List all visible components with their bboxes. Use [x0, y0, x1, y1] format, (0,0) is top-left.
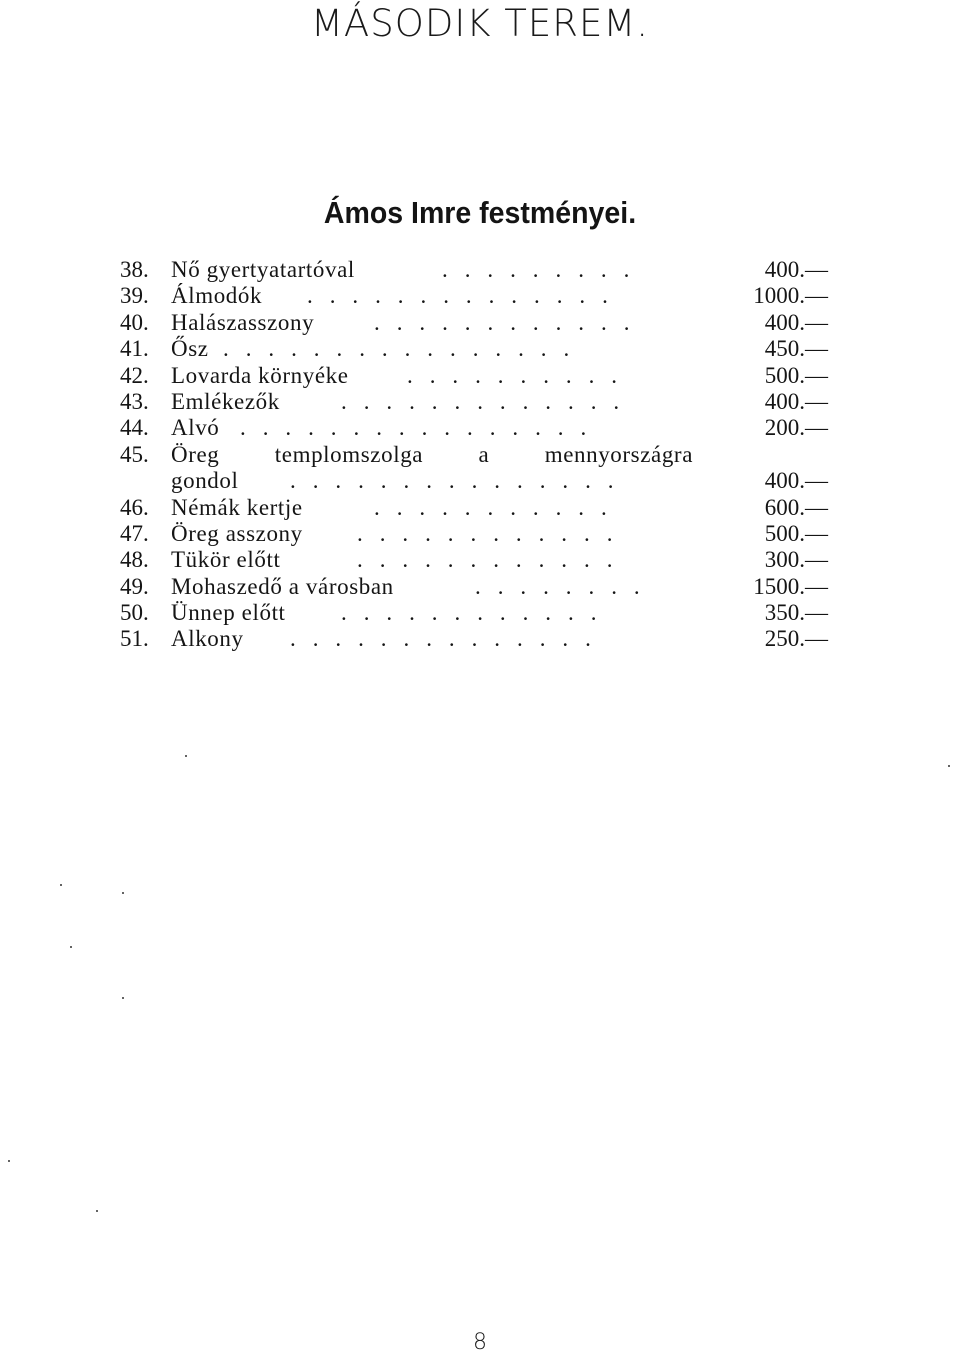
item-title: Halászasszony: [171, 309, 315, 335]
item-price: 600.—: [764, 494, 828, 520]
catalog-list: [120, 257, 840, 653]
item-number: 43.: [120, 388, 149, 414]
scan-speck: [185, 755, 187, 757]
item-number: 44.: [120, 415, 149, 441]
dot-leader: . . . . . . . . . . . . . . . .: [240, 415, 592, 441]
scan-speck: [122, 997, 124, 999]
item-number: 50.: [120, 600, 149, 626]
item-price: 400.—: [764, 309, 828, 335]
dot-leader: . . . . . . . . . . . .: [341, 600, 603, 626]
dot-leader: . . . . . . . . . . . . .: [341, 388, 625, 414]
item-title: gondol: [171, 468, 239, 494]
dot-leader: . . . . . . . . . . .: [374, 494, 613, 520]
dot-leader: . . . . . . . . . . . .: [357, 520, 619, 546]
page-number: 8: [473, 1330, 487, 1355]
item-price: 350.—: [764, 600, 828, 626]
item-title: Tükör előtt: [171, 547, 281, 573]
item-price: 500.—: [764, 362, 828, 388]
catalog-row: [120, 257, 840, 283]
item-number: 41.: [120, 336, 149, 362]
dot-leader: . . . . . . . . . . . . . .: [307, 283, 614, 309]
item-title: Alkony: [171, 626, 244, 652]
item-title-word: templomszolga: [274, 441, 424, 467]
item-number: 51.: [120, 626, 149, 652]
scan-speck: [122, 892, 124, 894]
item-number: 42.: [120, 362, 149, 388]
item-price: 400.—: [764, 468, 828, 494]
item-title: Lovarda környéke: [171, 362, 349, 388]
item-number: 48.: [120, 547, 149, 573]
catalog-row: [120, 442, 840, 468]
item-price: 200.—: [764, 415, 828, 441]
item-title: Álmodók: [171, 283, 263, 309]
scan-speck: [948, 765, 950, 767]
page-title: MÁSODIK TEREM.: [310, 2, 650, 45]
item-price: 1500.—: [753, 573, 828, 599]
dot-leader: . . . . . . . . . . . . . . .: [290, 468, 620, 494]
dot-leader: . . . . . . . . .: [442, 257, 635, 282]
item-title: Ünnep előtt: [171, 600, 286, 626]
item-title-word: Öreg: [171, 441, 220, 467]
item-title: Emlékezők: [171, 388, 280, 414]
catalog-row: [120, 283, 840, 309]
dot-leader: . . . . . . . . . . . .: [357, 547, 619, 573]
item-title: [171, 442, 693, 468]
catalog-row: [120, 521, 840, 547]
catalog-row: [120, 415, 840, 441]
item-title-word: a: [478, 441, 490, 467]
item-number: 46.: [120, 494, 149, 520]
item-number: 47.: [120, 520, 149, 546]
catalog-row: [120, 574, 840, 600]
catalog-row: [120, 468, 840, 494]
scan-speck: [70, 946, 72, 948]
scan-speck: [96, 1210, 98, 1212]
item-title: Ősz: [171, 336, 209, 362]
item-price: 500.—: [764, 520, 828, 546]
item-title: Öreg asszony: [171, 520, 303, 546]
item-number: 49.: [120, 573, 149, 599]
catalog-row: [120, 336, 840, 362]
dot-leader: . . . . . . . . . . . . . .: [290, 626, 597, 652]
item-title-word: mennyországra: [544, 441, 693, 467]
catalog-row: [120, 547, 840, 573]
catalog-row: [120, 600, 840, 626]
catalog-row: [120, 389, 840, 415]
catalog-row: [120, 310, 840, 336]
dot-leader: . . . . . . . .: [475, 573, 646, 599]
catalog-row: [120, 495, 840, 521]
item-number: 40.: [120, 309, 149, 335]
item-title: Némák kertje: [171, 494, 303, 520]
item-number: 45.: [120, 441, 149, 467]
catalog-row: [120, 363, 840, 389]
item-title: Alvó: [171, 415, 220, 441]
dot-leader: . . . . . . . . . . . . . . . .: [223, 336, 575, 362]
section-heading: Ámos Imre festményei.: [323, 195, 637, 230]
item-title: Mohaszedő a városban: [171, 573, 394, 599]
item-price: 400.—: [764, 257, 828, 282]
item-number: 38.: [120, 257, 149, 282]
scan-speck: [8, 1160, 10, 1162]
dot-leader: . . . . . . . . . .: [407, 362, 623, 388]
dot-leader: . . . . . . . . . . . .: [374, 309, 636, 335]
item-title: Nő gyertyatartóval: [171, 257, 355, 282]
item-price: 1000.—: [753, 283, 828, 309]
item-price: 400.—: [764, 388, 828, 414]
item-price: 450.—: [764, 336, 828, 362]
scan-speck: [60, 884, 62, 886]
item-price: 250.—: [764, 626, 828, 652]
item-price: 300.—: [764, 547, 828, 573]
item-number: 39.: [120, 283, 149, 309]
catalog-row: [120, 626, 840, 652]
